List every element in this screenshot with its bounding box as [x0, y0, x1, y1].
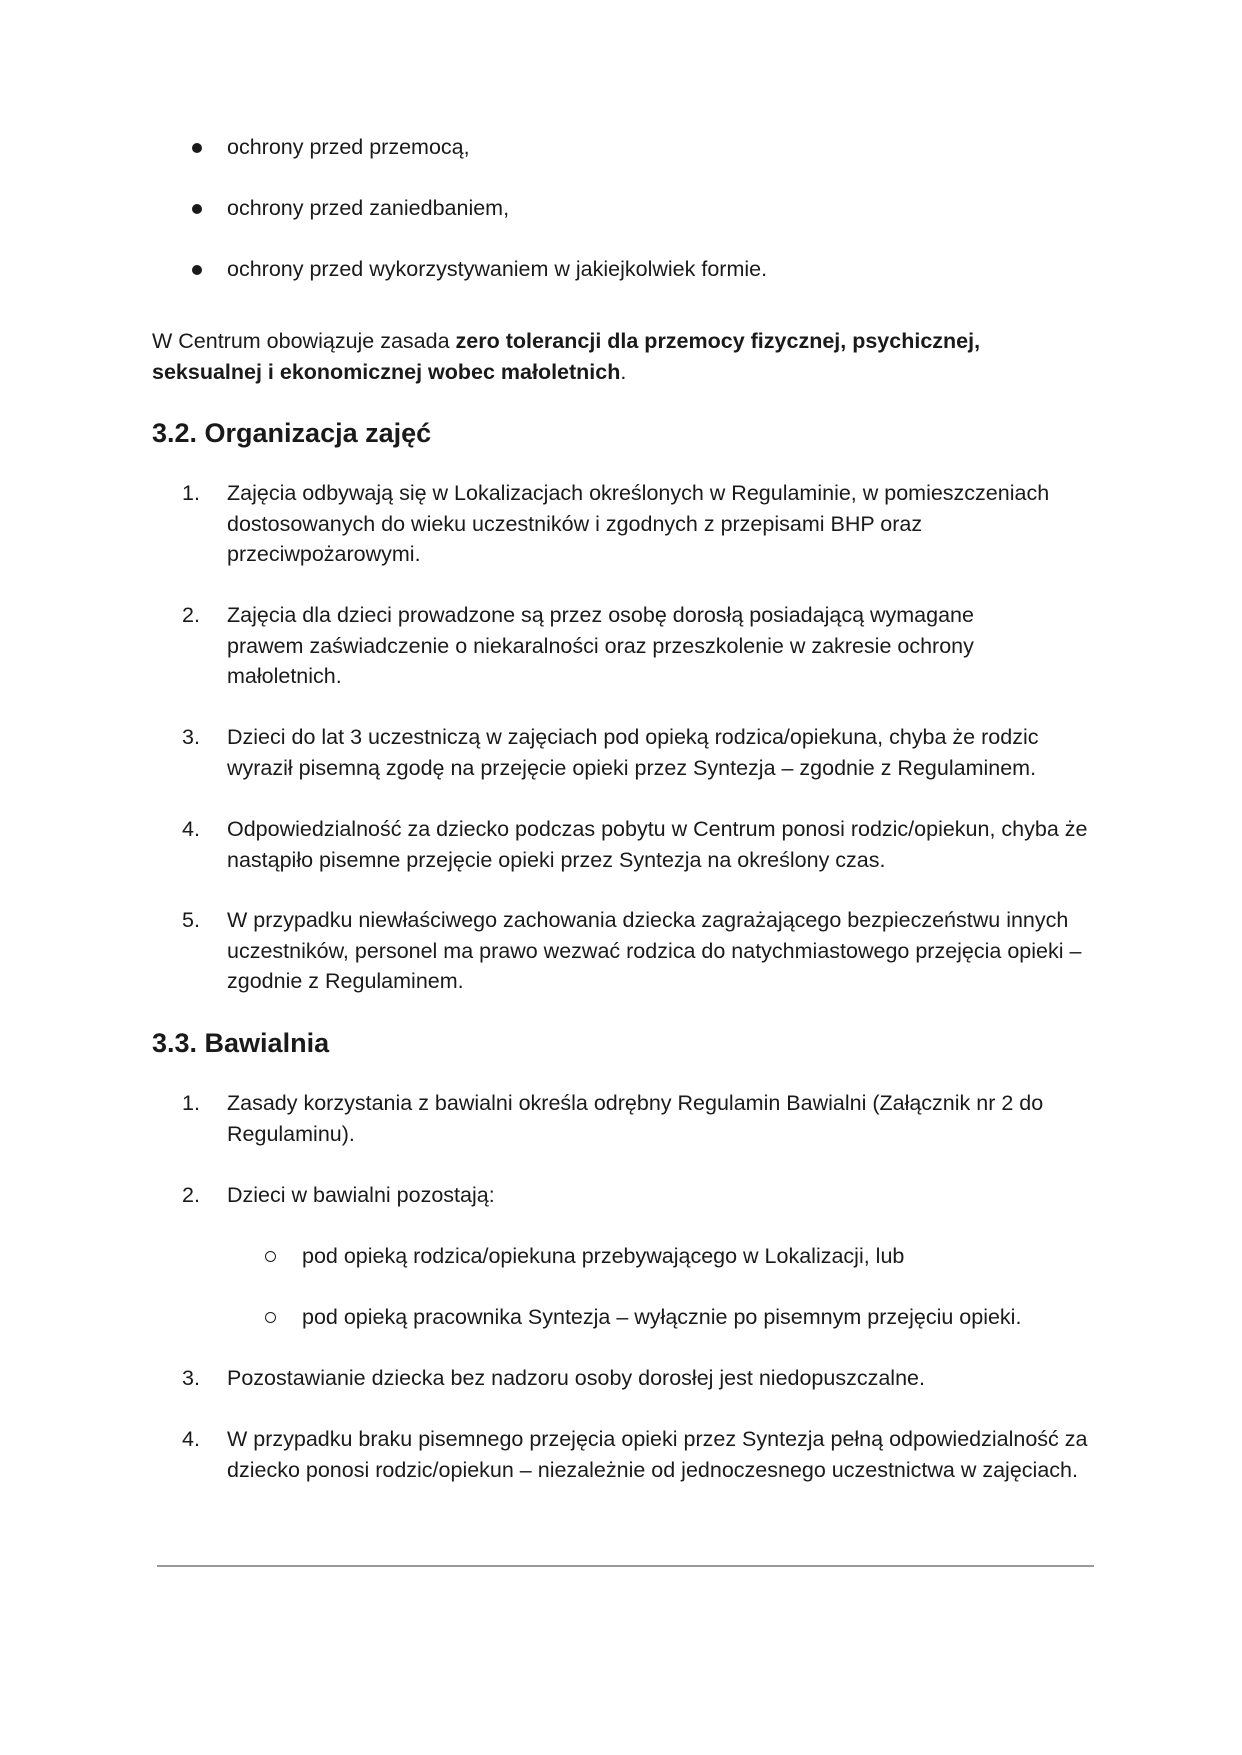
item-number: 4. [182, 1427, 200, 1451]
bullet-dot-icon [192, 265, 204, 277]
item-number: 2. [182, 603, 200, 627]
sub-list-item [152, 1241, 1112, 1272]
item-number: 5. [182, 908, 200, 932]
bullet-text: ochrony przed zaniedbaniem, [227, 196, 510, 220]
item-text: W przypadku niewłaściwego zachowania dziecka zagrażającego bezpieczeństwu innych uczestników, personel ma prawo wezwać rodzica do natychmiastowego przejęcia opieki – zgodnie z Regulaminem. [227, 908, 1082, 993]
circle-bullet-icon [265, 1312, 276, 1323]
numbered-item [152, 722, 1112, 783]
item-text: Zajęcia odbywają się w Lokalizacjach określonych w Regulaminie, w pomieszczeniach dostosowanych do wieku uczestników i zgodnych z przepisami BHP oraz przeciwpożarowymi. [227, 481, 1050, 566]
bullet-text: ochrony przed wykorzystywaniem w jakiejkolwiek formie. [227, 257, 768, 281]
sub-item-text: pod opieką rodzica/opiekuna przebywającego w Lokalizacji, lub [302, 1244, 905, 1268]
policy-bold: zero tolerancji dla przemocy fizycznej, psychicznej, seksualnej i ekonomicznej wobec małoletnich [152, 329, 981, 384]
sub-list-item [152, 1302, 1112, 1333]
bullet-dot-icon [192, 143, 204, 155]
numbered-item [152, 814, 1112, 875]
numbered-item [152, 1363, 1112, 1394]
item-text: Zasady korzystania z bawialni określa odrębny Regulamin Bawialni (Załącznik nr 2 do Regulaminu). [227, 1091, 1044, 1146]
item-number: 3. [182, 725, 200, 749]
section-heading-3-3: 3.3. Bawialnia [152, 1028, 330, 1058]
horizontal-rule [157, 1565, 1094, 1567]
bullet-item [152, 193, 1112, 224]
item-text: Dzieci do lat 3 uczestniczą w zajęciach pod opieką rodzica/opiekuna, chyba że rodzic wyraził pisemną zgodę na przejęcie opieki przez Syntezja – zgodnie z Regulaminem. [227, 725, 1039, 780]
sub-item-text: pod opieką pracownika Syntezja – wyłącznie po pisemnym przejęciu opieki. [302, 1305, 1022, 1329]
item-number: 1. [182, 1091, 200, 1115]
item-text: W przypadku braku pisemnego przejęcia opieki przez Syntezja pełną odpowiedzialność za dziecko ponosi rodzic/opiekun – niezależnie od jednoczesnego uczestnictwa w zajęciach. [227, 1427, 1088, 1482]
numbered-item [152, 1088, 1112, 1149]
numbered-item [152, 905, 1112, 997]
item-text: Zajęcia dla dzieci prowadzone są przez osobę dorosłą posiadającą wymagane prawem zaświadczenie o niekaralności oraz przeszkolenie w zakresie ochrony małoletnich. [227, 603, 974, 688]
section-heading-3-2: 3.2. Organizacja zajęć [152, 418, 432, 448]
numbered-item [152, 1180, 1112, 1211]
circle-bullet-icon [265, 1251, 276, 1262]
bullet-text: ochrony przed przemocą, [227, 135, 470, 159]
policy-prefix: W Centrum obowiązuje zasada [152, 329, 456, 353]
item-text: Odpowiedzialność za dziecko podczas pobytu w Centrum ponosi rodzic/opiekun, chyba że nastąpiło pisemne przejęcie opieki przez Syntezja na określony czas. [227, 817, 1088, 872]
item-text: Pozostawianie dziecka bez nadzoru osoby dorosłej jest niedopuszczalne. [227, 1366, 925, 1390]
numbered-item [152, 478, 1112, 570]
item-number: 3. [182, 1366, 200, 1390]
item-text: Dzieci w bawialni pozostają: [227, 1183, 495, 1207]
bullet-dot-icon [192, 204, 204, 216]
item-number: 1. [182, 481, 200, 505]
policy-paragraph [152, 326, 1072, 387]
item-number: 2. [182, 1183, 200, 1207]
numbered-item [152, 1424, 1112, 1485]
bullet-item [152, 254, 1112, 285]
policy-suffix: . [620, 359, 627, 384]
bullet-item [152, 132, 1112, 163]
item-number: 4. [182, 817, 200, 841]
numbered-item [152, 600, 1112, 692]
